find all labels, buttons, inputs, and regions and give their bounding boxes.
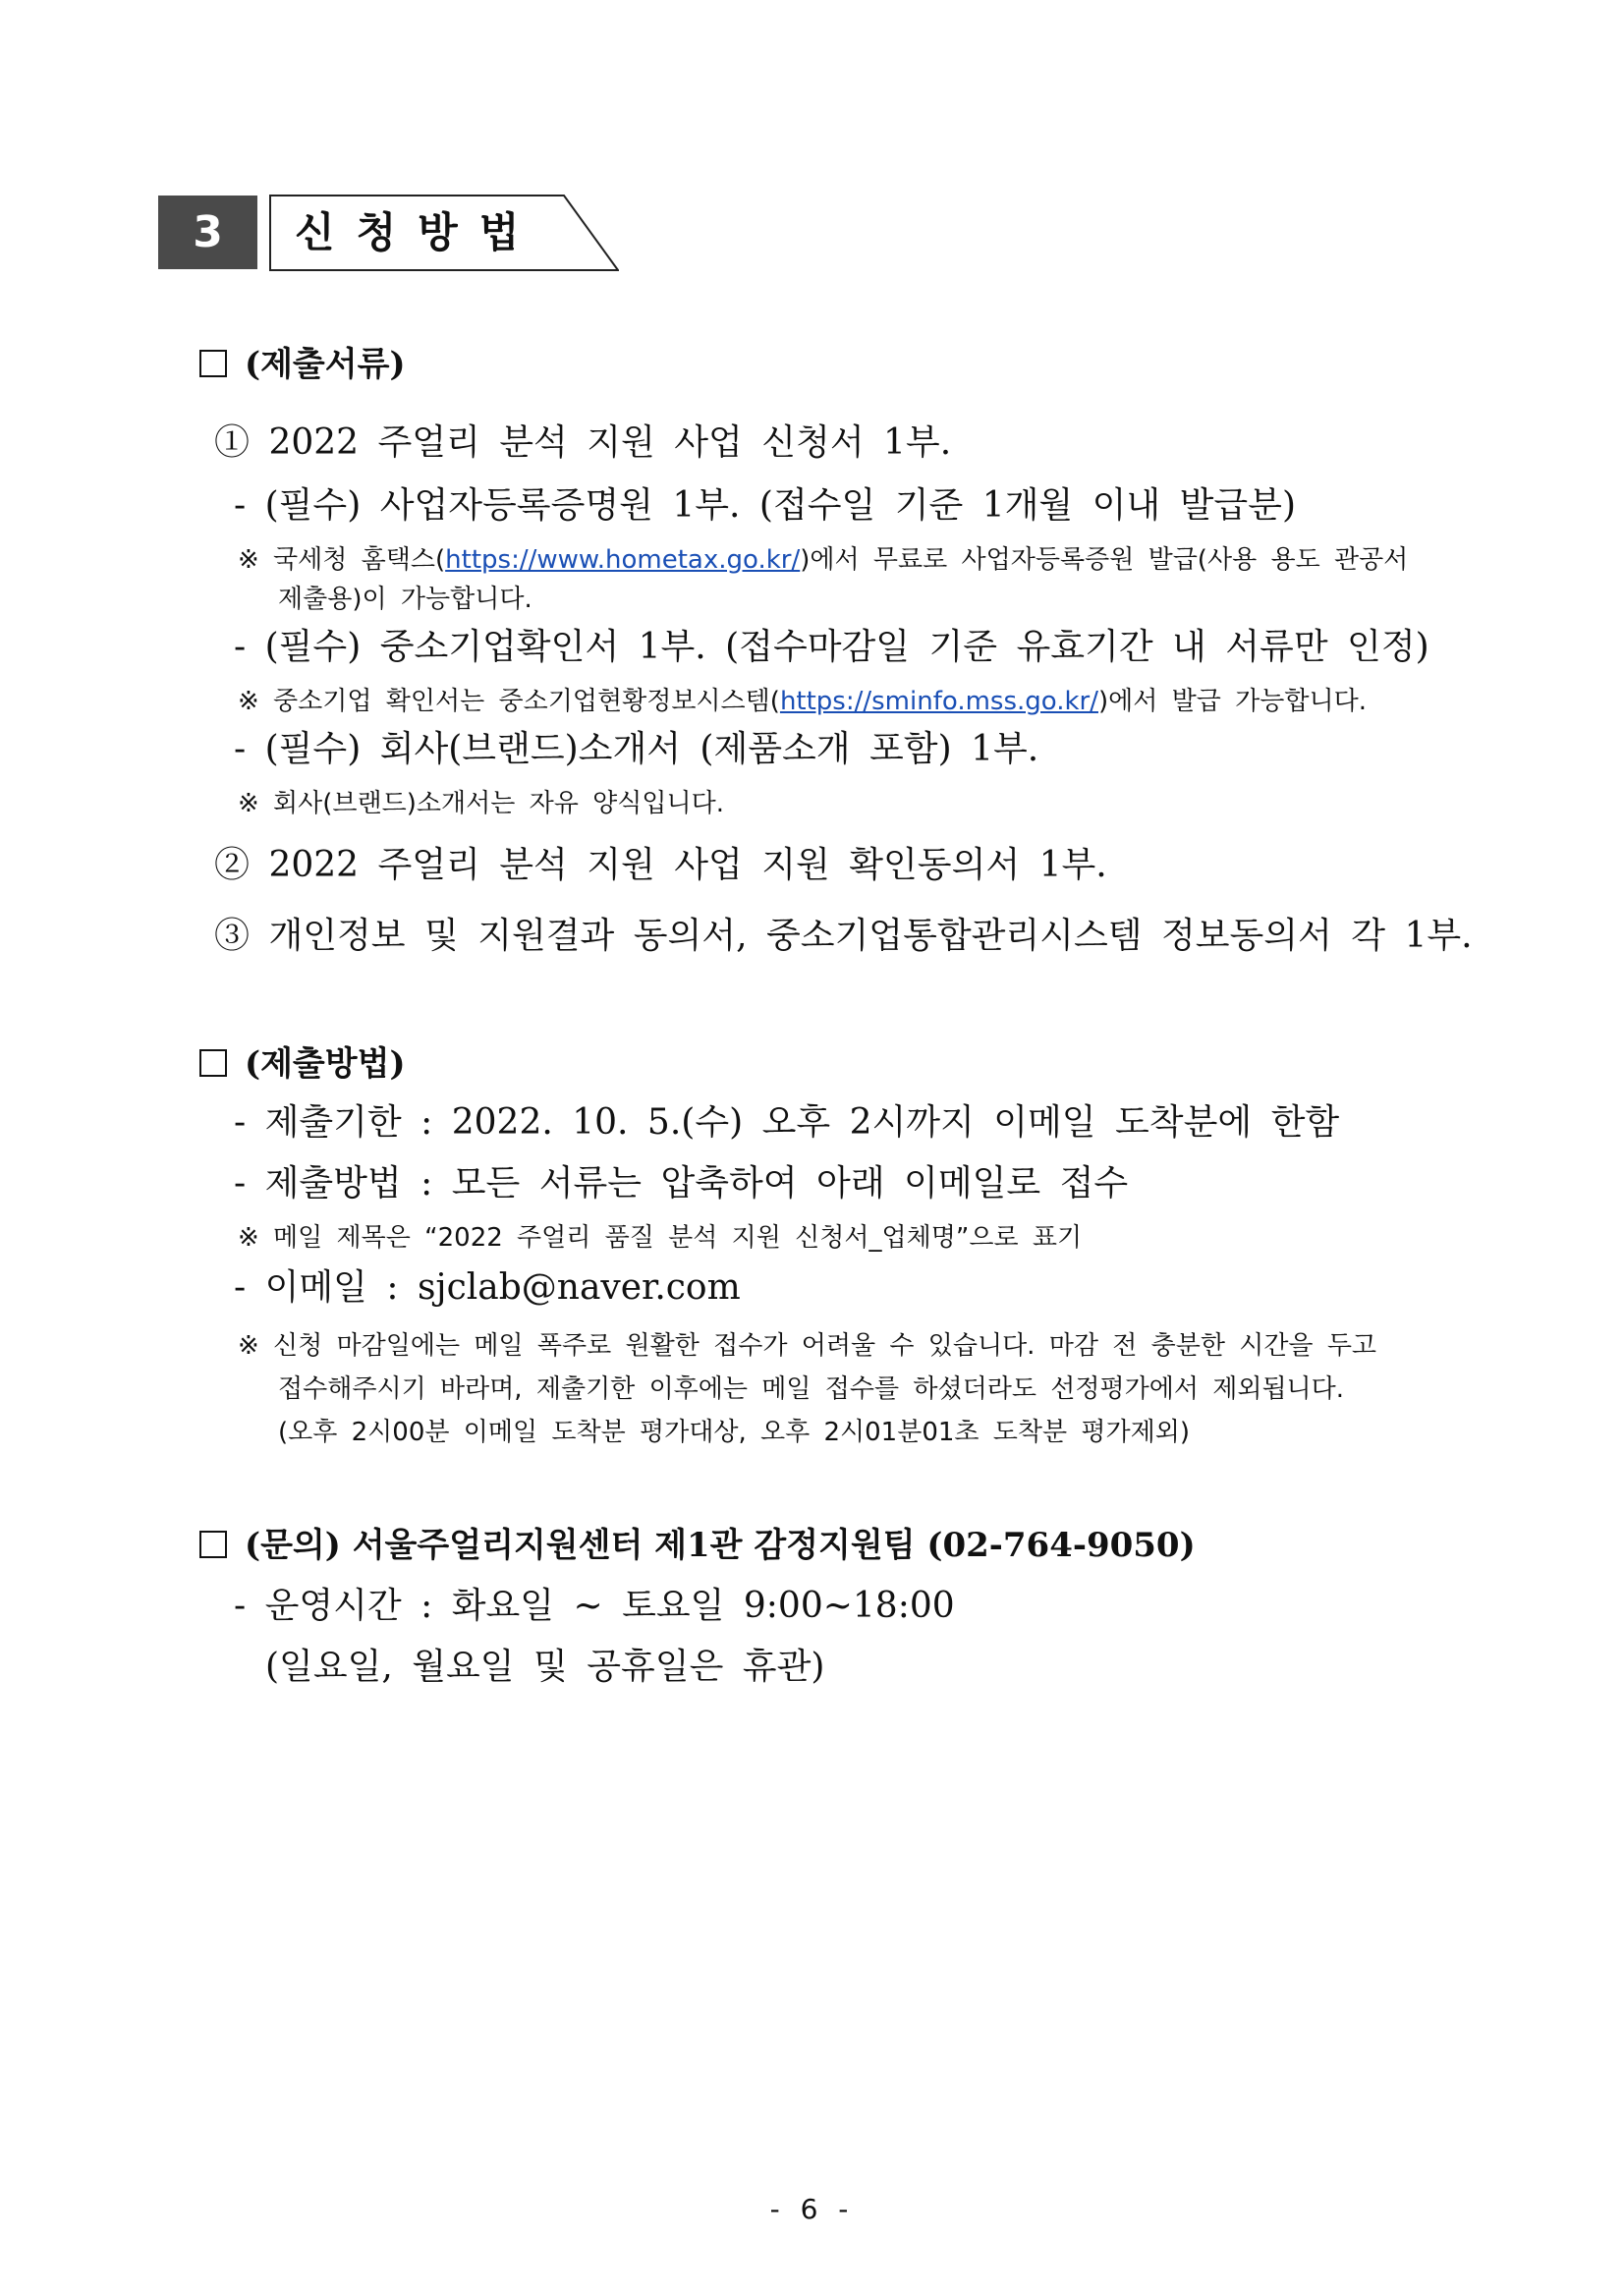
docs-note-2: ※ 중소기업 확인서는 중소기업현황정보시스템(https://sminfo.mss.go.kr/)에서 발급 가능합니다. <box>238 687 1367 716</box>
checkbox-square-icon <box>199 1531 227 1558</box>
method-note-warning-1: ※ 신청 마감일에는 메일 폭주로 원활한 접수가 어려울 수 있습니다. 마감 전 충분한 시간을 두고 <box>238 1331 1377 1361</box>
method-note-subject: ※ 메일 제목은 “2022 주얼리 품질 분석 지원 신청서_업체명”으로 표기 <box>238 1223 1083 1253</box>
contact-hours: - 운영시간 : 화요일 ~ 토요일 9:00~18:00 <box>234 1586 955 1626</box>
page-number: - 6 - <box>769 2193 855 2225</box>
method-heading-text: (제출방법) <box>245 1044 406 1084</box>
contact-heading-text: (문의) 서울주얼리지원센터 제1관 감정지원팀 (02-764-9050) <box>245 1526 1196 1565</box>
contact-heading <box>199 1523 1196 1568</box>
method-how: - 제출방법 : 모든 서류는 압축하여 아래 이메일로 접수 <box>234 1163 1129 1204</box>
docs-heading <box>199 342 406 387</box>
method-note-warning-2: 접수해주시기 바라며, 제출기한 이후에는 메일 접수를 하셨더라도 선정평가에서 제외됩니다. <box>278 1374 1345 1404</box>
method-email: - 이메일 : sjclab@naver.com <box>234 1267 741 1308</box>
docs-note-3: ※ 회사(브랜드)소개서는 자유 양식입니다. <box>238 789 724 818</box>
docs-note-1: ※ 국세청 홈택스(https://www.hometax.go.kr/)에서 무료로 사업자등록증원 발급(사용 용도 관공서 <box>238 545 1409 575</box>
contact-closed-days: (일요일, 월요일 및 공휴일은 휴관) <box>265 1647 825 1687</box>
docs-item-1: ① 2022 주얼리 분석 지원 사업 신청서 1부. <box>214 422 952 463</box>
docs-note-1-cont: 제출용)이 가능합니다. <box>278 585 532 614</box>
hometax-link[interactable]: https://www.hometax.go.kr/ <box>445 545 801 575</box>
method-heading <box>199 1041 406 1087</box>
checkbox-square-icon <box>199 1049 227 1077</box>
docs-required-1: - (필수) 사업자등록증명원 1부. (접수일 기준 1개월 이내 발급분) <box>234 485 1296 526</box>
section-number-badge: 3 <box>158 196 257 269</box>
method-note-warning-3: (오후 2시00분 이메일 도착분 평가대상, 오후 2시01분01초 도착분 평가제외) <box>278 1418 1191 1447</box>
docs-required-2: - (필수) 중소기업확인서 1부. (접수마감일 기준 유효기간 내 서류만 인정) <box>234 627 1429 667</box>
docs-required-3: - (필수) 회사(브랜드)소개서 (제품소개 포함) 1부. <box>234 729 1039 769</box>
docs-heading-text: (제출서류) <box>245 345 406 384</box>
sminfo-link[interactable]: https://sminfo.mss.go.kr/ <box>779 687 1098 716</box>
checkbox-square-icon <box>199 350 227 377</box>
section-title: 신청방법 <box>295 208 541 256</box>
docs-item-3: ③ 개인정보 및 지원결과 동의서, 중소기업통합관리시스템 정보동의서 각 1부. <box>214 916 1473 956</box>
docs-item-2: ② 2022 주얼리 분석 지원 사업 지원 확인동의서 1부. <box>214 845 1107 885</box>
method-deadline: - 제출기한 : 2022. 10. 5.(수) 오후 2시까지 이메일 도착분에 한함 <box>234 1102 1340 1143</box>
